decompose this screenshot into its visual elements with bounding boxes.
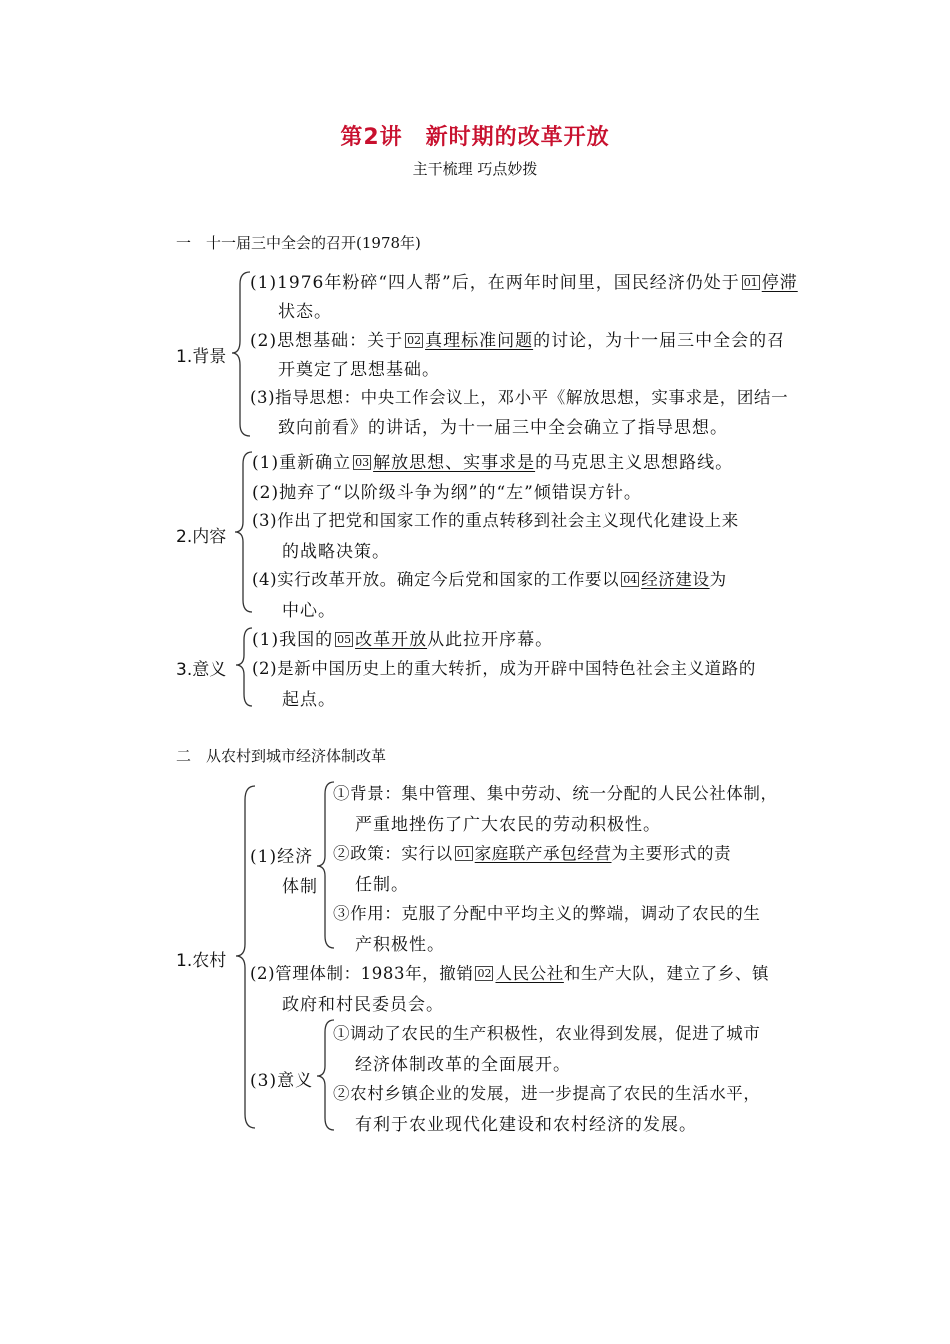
label-rural-significance: (3)意义 [250,1071,314,1091]
brace-content [235,452,252,612]
answer-number: 02 [477,967,492,980]
content-line: (4)实行改革开放。确定今后党和国家的工作要以 04 经济建设为 [252,570,727,589]
background-line: (2)思想基础：关于 02 真理标准问题的讨论，为十一届三中全会的召 [250,331,786,351]
page-subtitle: 主干梳理 巧点妙拨 [412,160,538,178]
economic-line: ①背景：集中管理、集中劳动、统一分配的人民公社体制， [333,784,778,803]
economic-line: ②政策：实行以 01 家庭联产承包经营为主要形式的责 [333,844,732,863]
label-background: 1.背景 [176,347,227,367]
content-line: (2)抛弃了“以阶级斗争为纲”的“左”倾错误方针。 [252,483,642,503]
management-line: (2)管理体制：1983年，撤销 02 人民公社和生产大队，建立了乡、镇 [250,964,770,983]
brace-economic-system [317,782,334,948]
answer-number: 01 [743,276,758,289]
content-line: 中心。 [282,601,336,621]
content-line: 的战略决策。 [282,542,390,562]
background-line: 致向前看》的讲话，为十一届三中全会确立了指导思想。 [278,418,728,438]
background-line: 开奠定了思想基础。 [278,360,440,380]
background-line: 状态。 [278,302,332,322]
content-line: (3)作出了把党和国家工作的重点转移到社会主义现代化建设上来 [252,511,739,530]
label-rural: 1.农村 [176,951,227,971]
section-heading: 二 从农村到城市经济体制改革 [176,747,387,765]
label-economic-system: (1)经济 [250,847,314,867]
answer-text: 改革开放 [355,630,428,650]
page-title: 第2讲 新时期的改革开放 [340,125,610,150]
rural-significance-line: 经济体制改革的全面展开。 [355,1055,571,1075]
economic-line: 任制。 [355,875,409,895]
section-heading: 一 十一届三中全会的召开(1978年) [176,234,421,252]
rural-significance-line: ②农村乡镇企业的发展，进一步提高了农民的生活水平， [333,1084,761,1103]
content-line: (1)重新确立 03 解放思想、实事求是的马克思主义思想路线。 [252,453,734,473]
brace-background [232,272,250,436]
economic-line: 产积极性。 [355,935,445,955]
rural-significance-line: ①调动了农民的生产积极性，农业得到发展，促进了城市 [333,1024,761,1043]
rural-significance-line: 有利于农业现代化建设和农村经济的发展。 [355,1115,697,1135]
brace-significance [236,628,252,706]
answer-number: 03 [355,456,370,469]
management-line: 政府和村民委员会。 [282,995,444,1015]
answer-text: 家庭联产承包经营 [474,844,612,863]
label-significance: 3.意义 [176,660,227,680]
answer-number: 05 [337,633,352,646]
economic-line: 严重地挫伤了广大农民的劳动积极性。 [355,815,661,835]
answer-text: 经济建设 [641,570,710,589]
answer-text: 真理标准问题 [425,331,534,351]
answer-number: 01 [456,847,471,860]
significance-line: (2)是新中国历史上的重大转折，成为开辟中国特色社会主义道路的 [252,659,756,678]
answer-text: 人民公社 [495,964,564,983]
significance-line: (1)我国的 05 改革开放从此拉开序幕。 [252,630,554,650]
label-content: 2.内容 [176,527,227,547]
background-line: (3)指导思想：中央工作会议上，邓小平《解放思想，实事求是，团结一 [250,388,789,407]
label-economic-system: 体制 [282,877,318,897]
answer-text: 解放思想、实事求是 [373,453,536,473]
significance-line: 起点。 [282,690,336,710]
answer-number: 02 [407,334,422,347]
background-line: (1)1976年粉碎“四人帮”后，在两年时间里，国民经济仍处于 01 停滞 [250,273,798,293]
economic-line: ③作用：克服了分配中平均主义的弊端，调动了农民的生 [333,904,761,923]
answer-text: 停滞 [761,273,798,293]
brace-rural-significance [317,1020,334,1130]
answer-number: 04 [623,573,638,586]
